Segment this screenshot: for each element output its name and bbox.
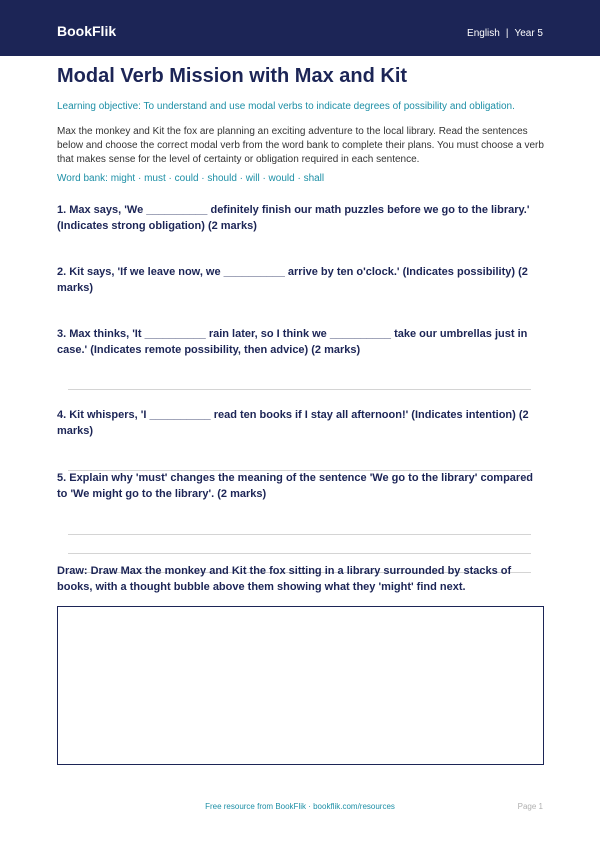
question-2: 2. Kit says, 'If we leave now, we __________ arrive by ten o'clock.' (Indicates possibility) (2 marks) [57,266,528,294]
question-3: 3. Max thinks, 'It __________ rain later, so I think we __________ take our umbrellas just in case.' (Indicates remote possibility, then advice) (2 marks) [57,328,528,356]
subject-year [467,27,543,40]
answer-line-5b[interactable] [68,534,531,535]
header-bar [0,0,600,56]
year-label: Year 5 [514,28,543,39]
intro-paragraph: Max the monkey and Kit the fox are planning an exciting adventure to the local library. Read the sentences below and choose the correct modal verb from the word bank to complete their plans. You must choose a verb that makes sense for the level of certainty or obligation required in each sentence. [57,126,544,165]
answer-line-3[interactable] [68,389,531,390]
brand-logo: BookFlik [57,23,117,39]
question-4: 4. Kit whispers, 'I __________ read ten books if I stay all afternoon!' (Indicates intention) (2 marks) [57,409,529,437]
word-bank: Word bank: might · must · could · should · will · would · shall [57,173,325,184]
answer-line-5c[interactable] [68,553,531,554]
draw-prompt: Draw: Draw Max the monkey and Kit the fox sitting in a library surrounded by stacks of books, with a thought bubble above them showing what they 'might' find next. [57,565,512,593]
page-number: Page 1 [517,802,543,811]
learning-objective: Learning objective: To understand and use modal verbs to indicate degrees of possibility and obligation. [57,101,515,112]
footer-source: Free resource from BookFlik · bookflik.com/resources [205,802,395,811]
question-1: 1. Max says, 'We __________ definitely finish our math puzzles before we go to the library.' (Indicates strong obligation) (2 marks) [57,204,530,232]
drawing-box[interactable] [57,606,544,765]
subject-label: English [467,28,500,39]
question-5: 5. Explain why 'must' changes the meaning of the sentence 'We go to the library' compared to 'We might go to the library'. (2 marks) [57,472,534,500]
meta-separator: | [505,28,509,39]
worksheet-title: Modal Verb Mission with Max and Kit [57,65,408,87]
